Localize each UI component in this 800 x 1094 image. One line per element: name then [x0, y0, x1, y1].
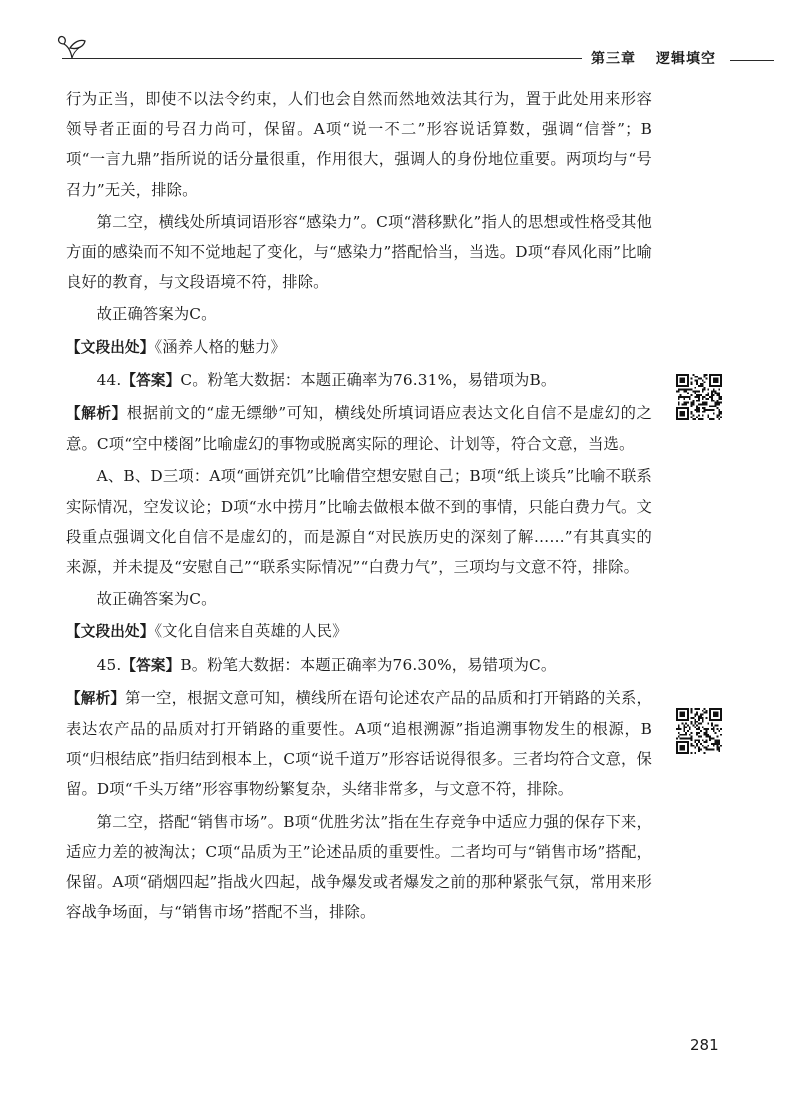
source-title: 《涵养人格的魅力》 [154, 337, 286, 356]
answer-label: 【答案】 [121, 371, 181, 389]
chapter-label: 第三章 [591, 51, 636, 67]
paragraph-second-blank-45: 第二空，搭配“销售市场”。B项“优胜劣汰”指在生存竞争中适应力强的保存下来，适应力差的被淘汰；C项“品质为王”论述品质的重要性。二者均可与“销售市场”搭配，保留。A项“硝烟四起”指战火四起，战争爆发或者爆发之前的那种紧张气氛，常用来形容战争场面，与“销售市场”搭配不当，排除。 [66, 812, 652, 922]
paragraph-second-blank: 第二空，横线处所填词语形容“感染力”。C项“潜移默化”指人的思想或性格受其他方面的感染而不知不觉地起了变化，与“感染力”搭配恰当，当选。D项“春风化雨”比喻良好的教育，与文段语境不符，排除。 [66, 212, 652, 292]
correct-answer-line: 故正确答案为C。 [96, 305, 217, 324]
section-label: 逻辑填空 [656, 51, 716, 67]
correct-answer-line: 故正确答案为C。 [96, 590, 217, 609]
header-rule [62, 58, 582, 59]
answer-text: B。粉笔大数据：本题正确率为76.30%，易错项为C。 [180, 655, 557, 674]
analysis-text: 根据前文的“虚无缥缈”可知，横线处所填词语应表达文化自信不是虚幻的之意。C项“空中楼阁”比喻虚幻的事物或脱离实际的理论、计划等，符合文意，当选。 [66, 404, 652, 454]
chapter-title [591, 48, 716, 68]
source-line [66, 332, 652, 363]
page-header [0, 0, 800, 80]
source-label: 【文段出处】 [66, 338, 155, 356]
analysis-text: 第一空，根据文意可知，横线所在语句论述农产品的品质和打开销路的关系，表达农产品的品质对打开销路的重要性。A项“追根溯源”指追溯事物发生的根源，B项“归根结底”指归结到根本上，C项“说千道万”形容话说得很多。三者均符合文意，保留。D项“千头万绪”形容事物纷繁复杂，头绪非常多，与文意不符，排除。 [66, 688, 652, 799]
answer-label: 【答案】 [121, 656, 181, 674]
analysis-label: 【解析】 [66, 689, 126, 707]
leaf-sprout-icon [56, 34, 90, 60]
source-title: 《文化自信来自英雄的人民》 [154, 622, 348, 641]
analysis-44 [66, 398, 652, 459]
paragraph-continued: 行为正当，即使不以法令约束，人们也会自然而然地效法其行为，置于此处用来形容领导者正面的号召力尚可，保留。A项“说一不二”形容说话算数，强调“信誉”；B项“一言九鼎”指所说的话分量很重，作用很大，强调人的身份地位重要。两项均与“号召力”无关，排除。 [66, 90, 652, 199]
source-label: 【文段出处】 [66, 623, 155, 641]
question-number: 44. [96, 370, 122, 389]
analysis-label: 【解析】 [66, 405, 127, 423]
answer-45 [66, 650, 652, 681]
header-tail-rule [730, 60, 774, 61]
page-body [66, 84, 652, 927]
answer-text: C。粉笔大数据：本题正确率为76.31%，易错项为B。 [180, 370, 557, 389]
qr-code-icon[interactable] [676, 708, 722, 754]
qr-code-icon[interactable] [676, 374, 722, 420]
page-number: 281 [690, 1036, 719, 1054]
analysis-45 [66, 683, 652, 805]
question-number: 45. [96, 655, 122, 674]
answer-44 [66, 365, 652, 396]
paragraph-options-abd: A、B、D三项：A项“画饼充饥”比喻借空想安慰自己；B项“纸上谈兵”比喻不联系实际情况，空发议论；D项“水中捞月”比喻去做根本做不到的事情，只能白费力气。文段重点强调文化自信不是虚幻的，而是源自“对民族历史的深刻了解……”有其真实的来源，并未提及“安慰自己”“联系实际情况”“白费力气”，三项均与文意不符，排除。 [66, 467, 652, 577]
source-line [66, 616, 652, 647]
